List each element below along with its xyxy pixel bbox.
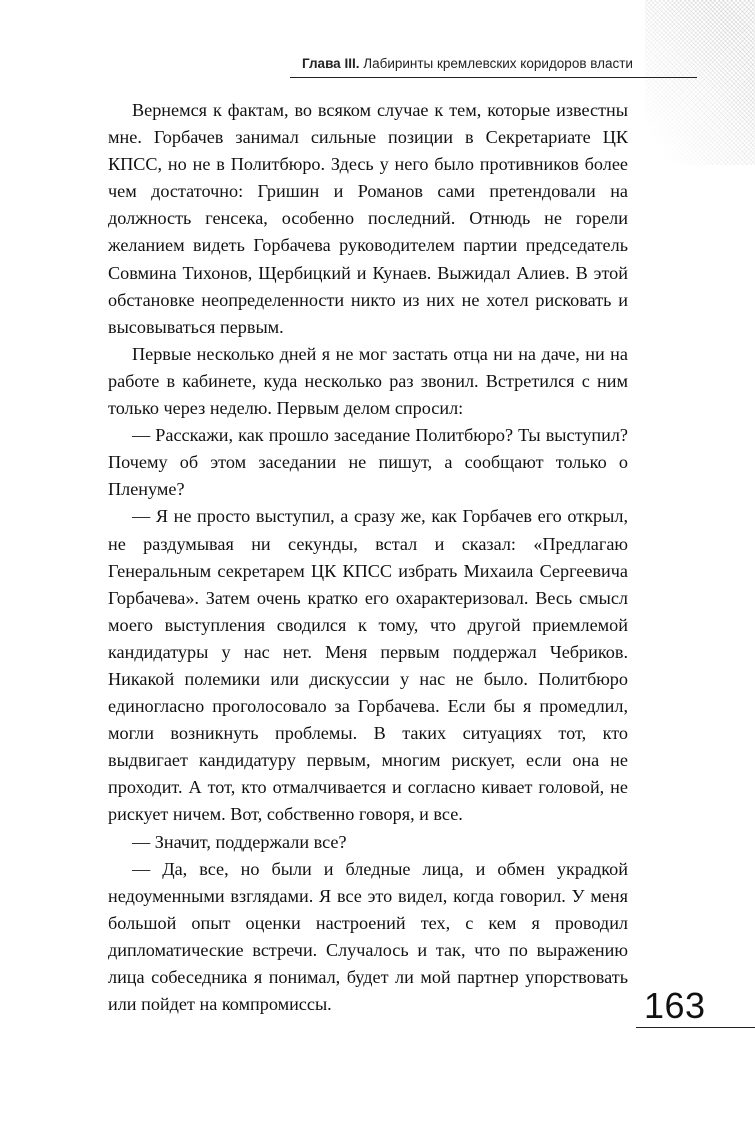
page-corner-shading — [645, 0, 755, 165]
paragraph: Вернемся к фактам, во всяком случае к тем, которые известны мне. Горбачев занимал сильные позиции в Секретариате ЦК КПСС, но не в Политбюро. Здесь у него было противников более чем достаточно: Гришин и Романов сами претендовали на должность генсека, особенно последний. Отнюдь не горели желанием видеть Горбачева руководителем партии председатель Совмина Тихонов, Щербицкий и Кунаев. Выжидал Алиев. В этой обстановке неопределенности никто из них не хотел рисковать и высовываться первым. — [108, 100, 628, 337]
paragraph: — Значит, поддержали все? — [132, 831, 347, 852]
paragraph: Первые несколько дней я не мог застать отца ни на даче, ни на работе в кабинете, куда несколько раз звонил. Встретился с ним только через неделю. Первым делом спросил: — [108, 343, 628, 419]
paragraph: — Я не просто выступил, а сразу же, как Горбачев его открыл, не раздумывая ни секунды, встал и сказал: «Предлагаю Генеральным секретарем ЦК КПСС избрать Михаила Сергеевича Горбачева». Затем очень кратко его охарактеризовал. Весь смысл моего выступления сводился к тому, что другой приемлемой кандидатуры у нас нет. Меня первым поддержал Чебриков. Никакой полемики или дискуссии у нас не было. Политбюро единогласно проголосовало за Горбачева. Если бы я промедлил, могли возникнуть проблемы. В таких ситуациях тот, кто выдвигает кандидатуру первым, многим рискует, если она не проходит. А тот, кто отмалчивается и согласно кивает головой, не рискует ничем. Вот, собственно говоря, и все. — [108, 506, 628, 825]
chapter-title: Лабиринты кремлевских коридоров власти — [363, 56, 633, 71]
paragraph: — Да, все, но были и бледные лица, и обмен украдкой недоуменными взглядами. Я все это видел, когда говорил. У меня большой опыт оценки настроений тех, с кем я проводил дипломатические встречи. Случалось и так, что по выражению лица собеседника я понимал, будет ли мой партнер упорствовать или пойдет на компромиссы. — [108, 858, 628, 1015]
page-number-rule — [636, 1027, 755, 1028]
body-text — [108, 97, 628, 1018]
paragraph: — Расскажи, как прошло заседание Политбюро? Ты выступил? Почему об этом заседании не пишут, а сообщают только о Пленуме? — [108, 425, 628, 500]
running-head — [302, 56, 683, 71]
chapter-label: Глава III. — [302, 56, 360, 71]
header-rule — [290, 77, 697, 78]
page-number: 163 — [644, 985, 706, 1026]
